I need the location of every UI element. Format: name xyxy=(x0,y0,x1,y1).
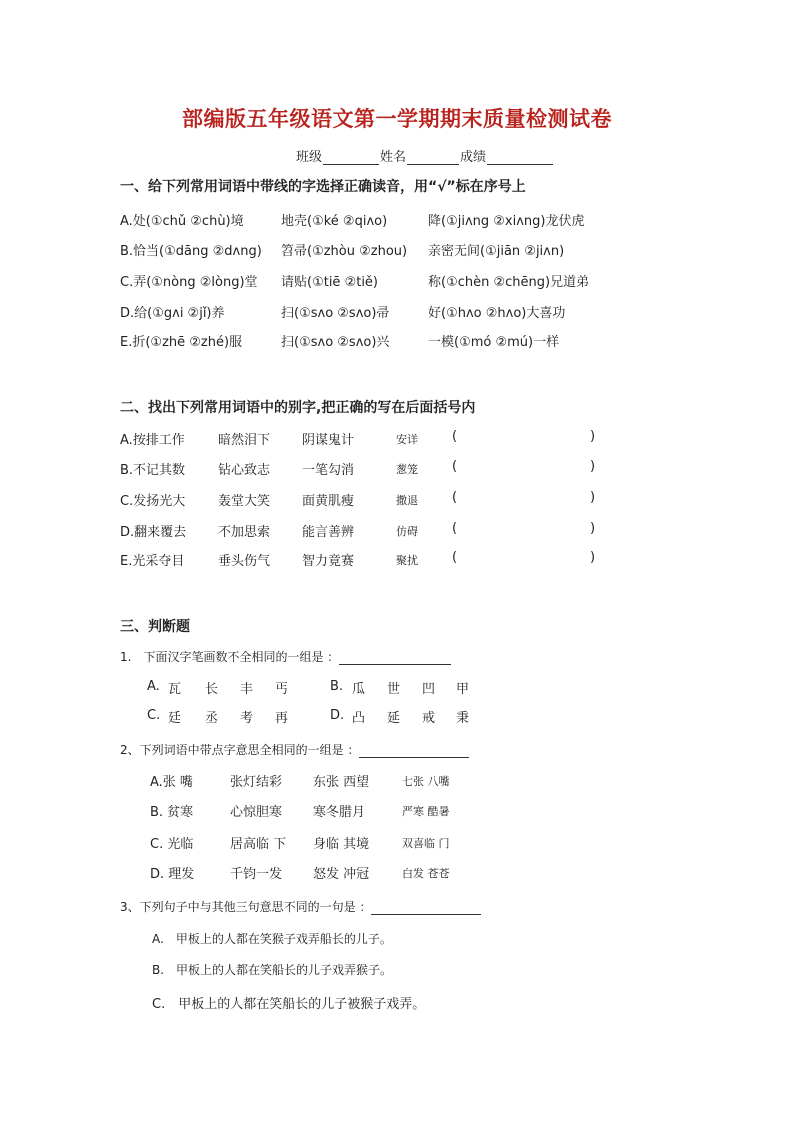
word-item: 心惊胆寒 xyxy=(230,805,283,820)
paren-close: ) xyxy=(590,490,596,505)
word-item: 东张 西望 xyxy=(313,775,370,790)
student-info-line xyxy=(296,146,554,165)
name-label: 姓名 xyxy=(380,150,407,165)
pinyin-item: 降(①jiʌng ②xiʌng)龙伏虎 xyxy=(428,214,585,229)
pinyin-item: 扫(①sʌo ②sʌo)兴 xyxy=(281,335,390,350)
word-item: 居高临 下 xyxy=(230,837,287,852)
option-char: 廷 xyxy=(168,711,182,726)
option-char: 世 xyxy=(387,682,401,697)
word-item: 暗然泪下 xyxy=(218,433,271,448)
pinyin-item: 称(①chèn ②chēng)兄道弟 xyxy=(428,275,590,290)
score-label: 成绩 xyxy=(460,150,487,165)
pinyin-item: D.给(①gʌi ②jǐ)养 xyxy=(120,306,225,321)
question-3-blank[interactable] xyxy=(371,902,481,915)
pinyin-item: E.折(①zhē ②zhé)服 xyxy=(120,335,243,350)
word-item: B. 贫寒 xyxy=(150,805,194,820)
exam-title: 部编版五年级语文第一学期期末质量检测试卷 xyxy=(182,107,612,131)
pinyin-item: 亲密无间(①jiān ②jiʌn) xyxy=(428,244,565,259)
option-char: 秉 xyxy=(456,711,470,726)
word-item: 身临 其境 xyxy=(313,837,370,852)
pinyin-item: 好(①hʌo ②hʌo)大喜功 xyxy=(428,306,566,321)
section1-heading: 一、给下列常用词语中带线的字选择正确读音，用“√”标在序号上 xyxy=(120,179,526,195)
option-char: 凸 xyxy=(352,711,366,726)
word-item: 白发 苍苍 xyxy=(402,867,450,880)
paren-close: ) xyxy=(590,429,596,444)
pinyin-item: 扫(①sʌo ②sʌo)帚 xyxy=(281,306,390,321)
option-char: 长 xyxy=(205,682,219,697)
word-item: C. 光临 xyxy=(150,837,194,852)
question-2-blank[interactable] xyxy=(359,745,469,758)
word-item: A.按排工作 xyxy=(120,433,185,448)
question-3-text: 3、下列句子中与其他三句意思不同的一句是 ： xyxy=(120,900,372,914)
word-item: 严寒 酷暑 xyxy=(402,805,450,818)
question-1-text: 1. 下面汉字笔画数不全相同的一组是 ： xyxy=(120,650,340,664)
word-item: 张灯结彩 xyxy=(230,775,283,790)
option-char: 延 xyxy=(387,711,401,726)
option-label: D. xyxy=(330,708,345,723)
word-item: C.发扬光大 xyxy=(120,494,186,509)
question-2 xyxy=(120,741,469,758)
name-blank[interactable] xyxy=(407,150,459,165)
option-char: 丰 xyxy=(240,682,254,697)
word-item: 垂头伤气 xyxy=(218,554,271,569)
word-item: 能言善辨 xyxy=(302,525,355,540)
question-1 xyxy=(120,648,451,665)
option-label: C. xyxy=(147,708,161,723)
question-3 xyxy=(120,898,481,915)
option-char: 再 xyxy=(275,711,289,726)
sentence-option: C. 甲板上的人都在笑船长的儿子被猴子戏弄。 xyxy=(152,997,426,1012)
pinyin-item: 笤帚(①zhòu ②zhou) xyxy=(281,244,408,259)
word-item: 面黄肌瘦 xyxy=(302,494,355,509)
paren-close: ) xyxy=(590,459,596,474)
word-item: D. 理发 xyxy=(150,867,195,882)
pinyin-item: 地壳(①ké ②qiʌo) xyxy=(281,214,388,229)
option-char: 丞 xyxy=(205,711,219,726)
paren-open: ( xyxy=(452,521,458,536)
paren-open: ( xyxy=(452,490,458,505)
word-item: 葱笼 xyxy=(396,463,418,476)
option-char: 甲 xyxy=(456,682,470,697)
option-char: 丐 xyxy=(275,682,289,697)
section2-heading: 二、找出下列常用词语中的别字,把正确的写在后面括号内 xyxy=(120,400,476,416)
option-label: A. xyxy=(147,679,160,694)
sentence-option: A. 甲板上的人都在笑猴子戏弄船长的儿子。 xyxy=(152,932,392,946)
word-item: E.光采夺目 xyxy=(120,554,185,569)
word-item: 钻心致志 xyxy=(218,463,271,478)
paren-close: ) xyxy=(590,550,596,565)
option-char: 戒 xyxy=(422,711,436,726)
word-item: 阴谋鬼计 xyxy=(302,433,355,448)
word-item: 千钧一发 xyxy=(230,867,283,882)
class-label: 班级 xyxy=(296,150,323,165)
word-item: 怒发 冲冠 xyxy=(313,867,370,882)
pinyin-item: 一模(①mó ②mú)一样 xyxy=(428,335,560,350)
score-blank[interactable] xyxy=(487,150,553,165)
pinyin-item: A.处(①chǔ ②chù)境 xyxy=(120,214,244,229)
word-item: 仿碍 xyxy=(396,525,418,538)
word-item: 七张 八嘴 xyxy=(402,775,450,788)
word-item: 轰堂大笑 xyxy=(218,494,271,509)
option-label: B. xyxy=(330,679,344,694)
pinyin-item: B.恰当(①dāng ②dʌng) xyxy=(120,244,262,259)
paren-open: ( xyxy=(452,550,458,565)
question-1-blank[interactable] xyxy=(339,652,451,665)
option-char: 考 xyxy=(240,711,254,726)
word-item: 寒冬腊月 xyxy=(313,805,366,820)
word-item: B.不记其数 xyxy=(120,463,186,478)
paren-open: ( xyxy=(452,429,458,444)
word-item: 聚扰 xyxy=(396,554,418,567)
sentence-option: B. 甲板上的人都在笑船长的儿子戏弄猴子。 xyxy=(152,963,393,977)
paren-close: ) xyxy=(590,521,596,536)
option-char: 凹 xyxy=(422,682,436,697)
word-item: 撒退 xyxy=(396,494,418,507)
word-item: D.翻来覆去 xyxy=(120,525,187,540)
word-item: 智力竟赛 xyxy=(302,554,355,569)
pinyin-item: C.弄(①nòng ②lòng)堂 xyxy=(120,275,258,290)
word-item: A.张 嘴 xyxy=(150,775,193,790)
word-item: 双喜临 门 xyxy=(402,837,450,850)
word-item: 不加思索 xyxy=(218,525,271,540)
paren-open: ( xyxy=(452,459,458,474)
class-blank[interactable] xyxy=(323,150,379,165)
option-char: 瓦 xyxy=(168,682,182,697)
option-char: 瓜 xyxy=(352,682,366,697)
section3-heading: 三、判断题 xyxy=(120,619,190,635)
word-item: 一笔勾消 xyxy=(302,463,355,478)
question-2-text: 2、下列词语中带点字意思全相同的一组是 ： xyxy=(120,743,360,757)
word-item: 安详 xyxy=(396,433,418,446)
pinyin-item: 请贴(①tiē ②tiě) xyxy=(281,275,378,290)
